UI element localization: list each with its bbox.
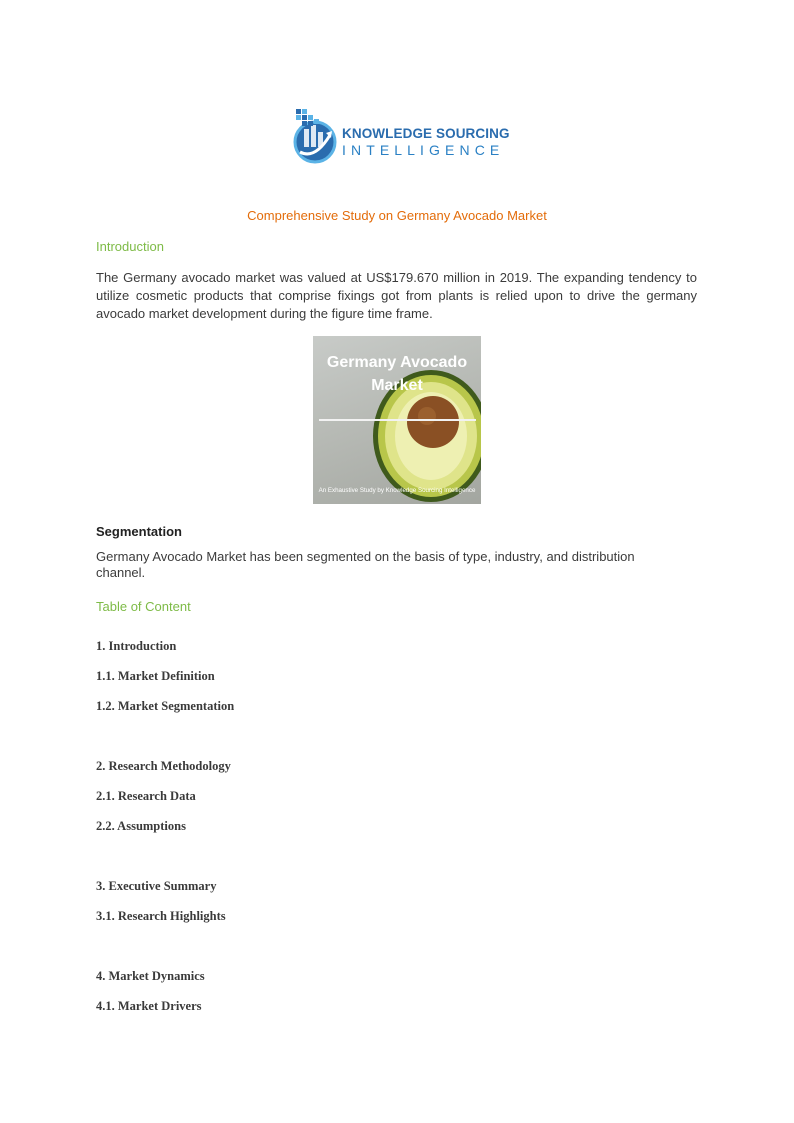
cover-title [313,351,481,397]
cover-title-line2: Market [371,377,423,394]
document-title: Comprehensive Study on Germany Avocado Market [247,208,547,223]
toc-item: 4.1. Market Drivers [96,999,202,1013]
toc-item: 2. Research Methodology [96,759,231,773]
logo-text-line2: INTELLIGENCE [342,142,505,158]
toc-heading: Table of Content [96,599,191,614]
toc-item: 1.1. Market Definition [96,669,215,683]
cover-title-line1: Germany Avocado [326,354,468,371]
cover-divider [319,419,476,421]
company-logo [290,105,510,167]
segmentation-paragraph: Germany Avocado Market has been segmented on the basis of type, industry, and distribution channel. [96,549,635,580]
toc-item: 1. Introduction [96,639,177,653]
toc-item: 2.1. Research Data [96,789,196,803]
logo-mark-icon [290,105,340,167]
introduction-heading: Introduction [96,239,164,254]
logo-text-line1: KNOWLEDGE SOURCING [342,126,510,141]
report-cover-image [313,336,481,504]
toc-item: 3.1. Research Highlights [96,909,226,923]
toc-item: 4. Market Dynamics [96,969,205,983]
toc-item: 1.2. Market Segmentation [96,699,235,713]
segmentation-heading: Segmentation [96,524,182,539]
cover-subtitle: An Exhaustive Study by Knowledge Sourcing Intelligence [318,487,476,494]
toc-item: 3. Executive Summary [96,879,217,893]
toc-item: 2.2. Assumptions [96,819,186,833]
introduction-paragraph: The Germany avocado market was valued at US$179.670 million in 2019. The expanding tendency to utilize cosmetic products that comprise fixings got from plants is relied upon to drive the germany avocado market development during the figure time frame. [96,270,697,321]
